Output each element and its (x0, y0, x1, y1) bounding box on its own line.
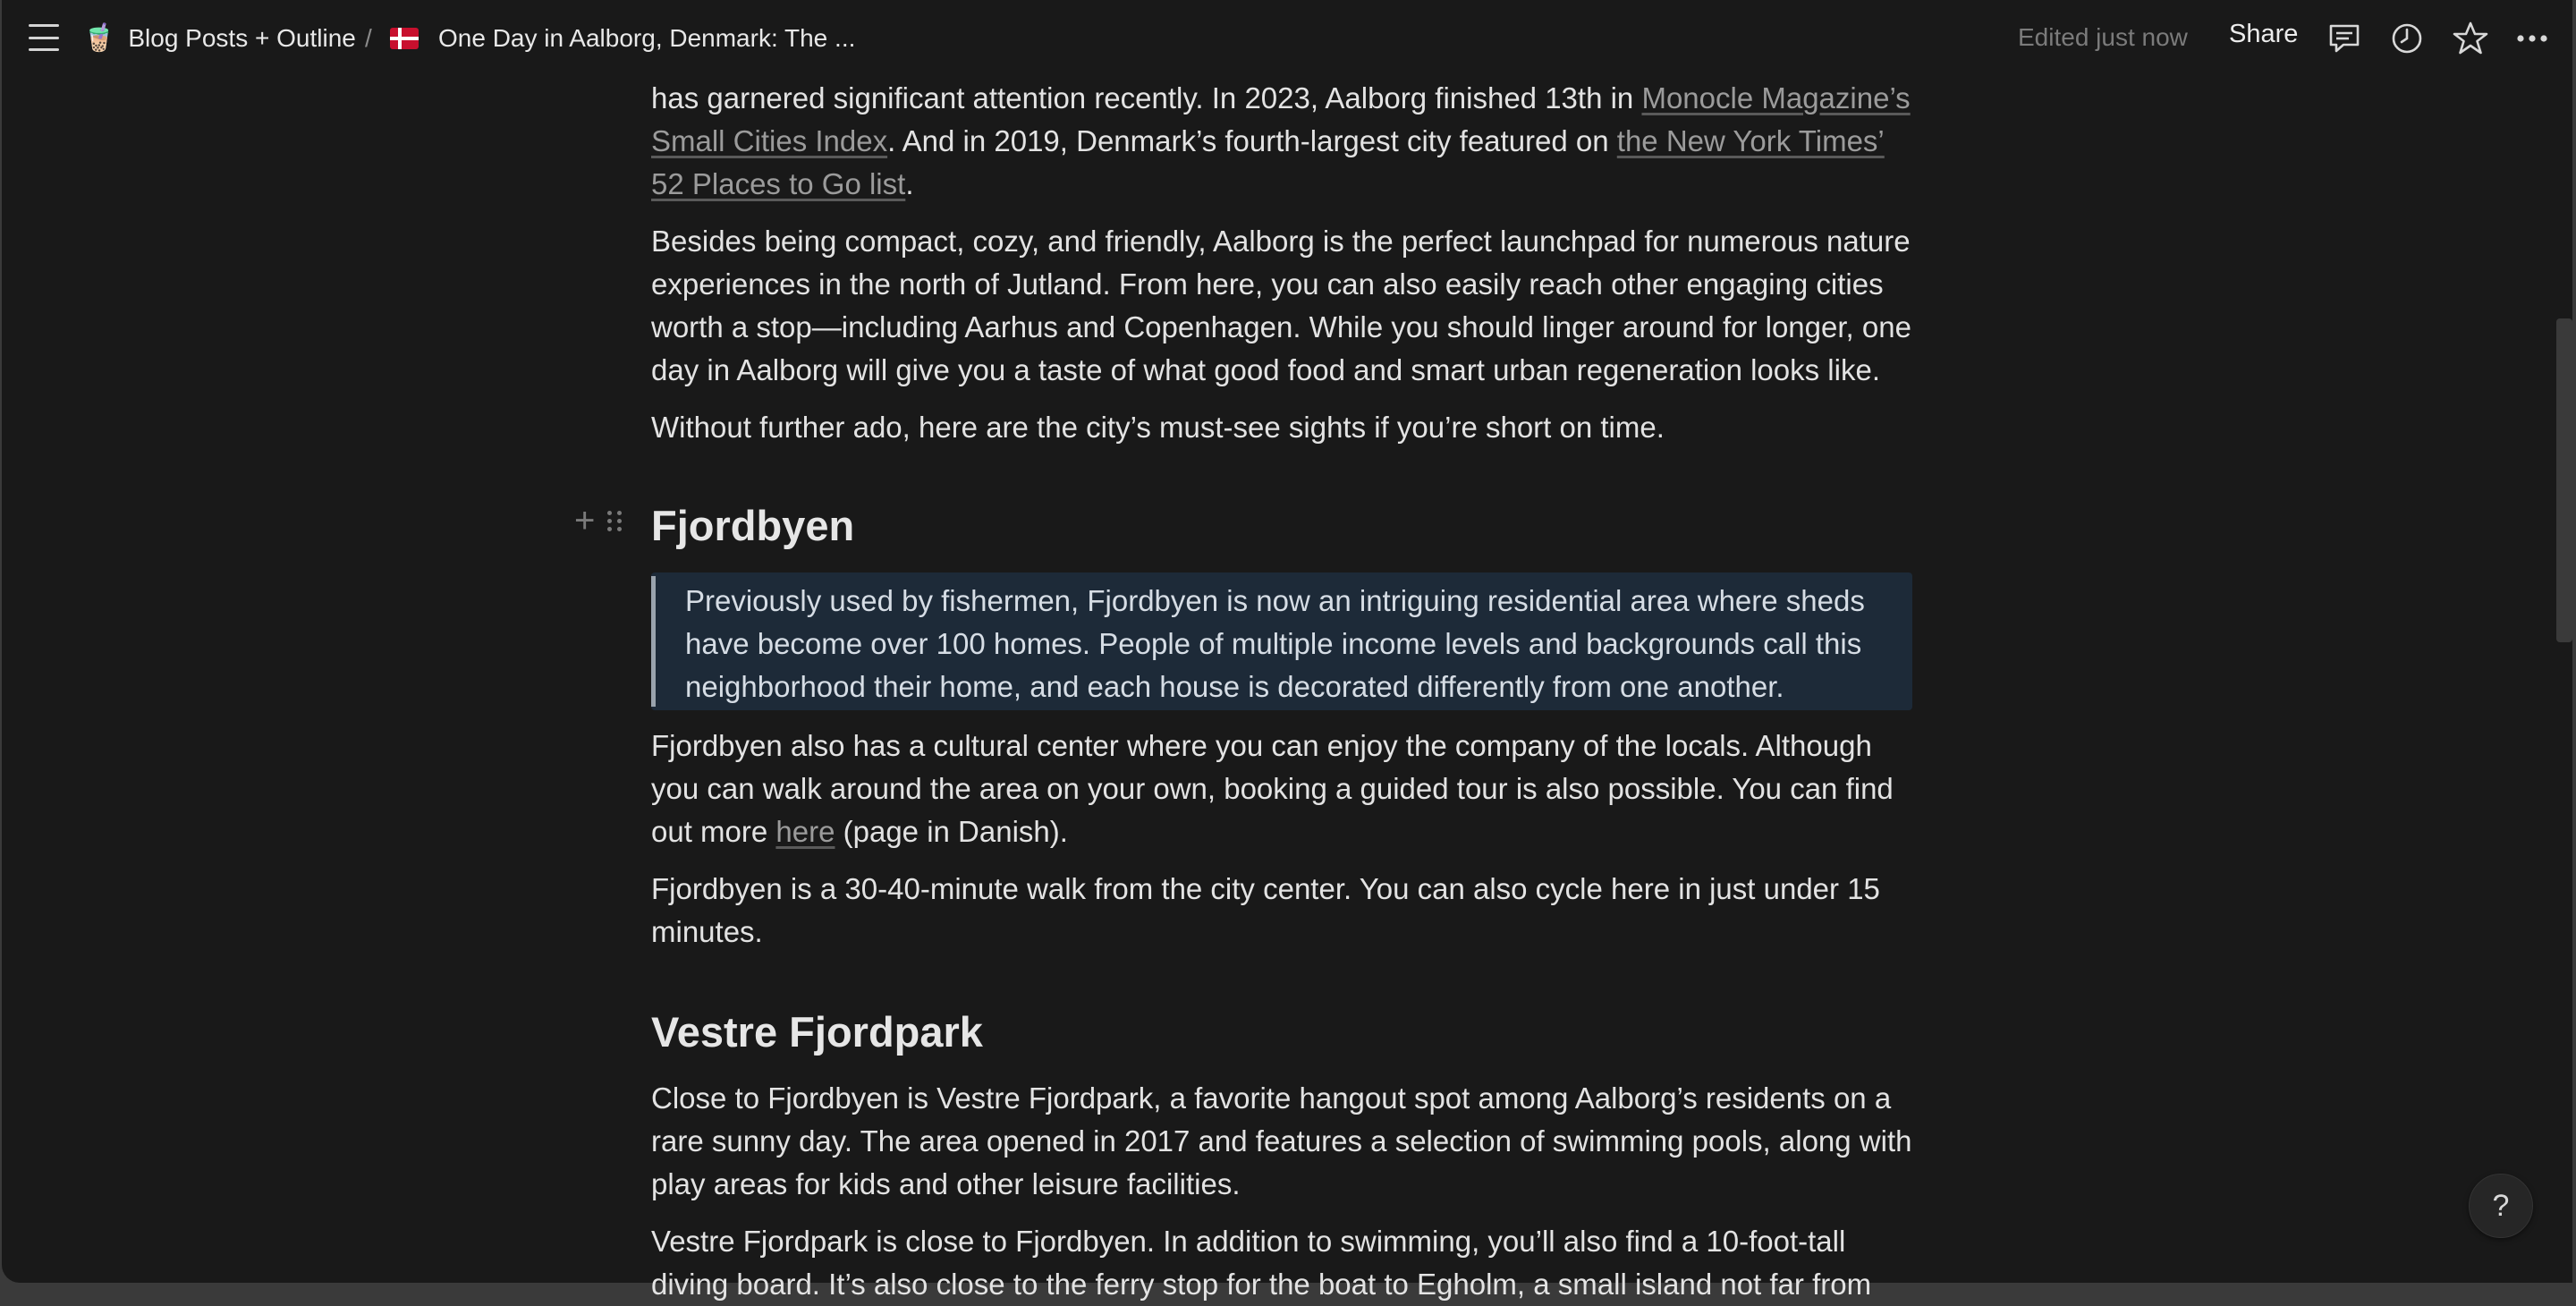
scrollbar-thumb[interactable] (2556, 318, 2572, 642)
more-options-icon[interactable] (2513, 20, 2551, 57)
sidebar-menu-icon[interactable] (29, 24, 59, 51)
intro-paragraph-3: Without further ado, here are the city’s must-see sights if you’re short on time. (651, 411, 1665, 444)
section-heading-fjordbyen: Fjordbyen (651, 502, 855, 549)
comments-icon[interactable] (2326, 20, 2363, 57)
edited-status: Edited just now (2018, 23, 2188, 51)
fjordbyen-paragraph-1 (651, 725, 1916, 853)
vestre-paragraph-1: Close to Fjordbyen is Vestre Fjordpark, a favorite hangout spot among Aalborg’s residents on a rare sunny day. The area opened in 2017 and features a selection of swimming pools, along with play areas for kids and other leisure facilities. (651, 1081, 1912, 1200)
breadcrumb-parent[interactable] (82, 20, 356, 57)
denmark-flag-icon (390, 28, 419, 49)
add-block-plus-icon[interactable]: + (574, 501, 596, 540)
intro-text-1: has garnered significant attention recently. In 2023, Aalborg finished 13th in (651, 81, 1642, 114)
breadcrumb-separator: / (365, 24, 372, 52)
breadcrumb-parent-label: Blog Posts + Outline (128, 24, 356, 52)
help-button[interactable]: ? (2469, 1174, 2533, 1238)
breadcrumb-current-label: One Day in Aalborg, Denmark: The ... (438, 24, 856, 52)
favorite-star-icon[interactable] (2452, 20, 2489, 57)
share-button[interactable]: Share (2229, 20, 2299, 48)
here-link[interactable]: here (775, 815, 835, 848)
scrollbar-track[interactable] (2553, 77, 2572, 1283)
quote-block (651, 572, 1912, 710)
monocle-link[interactable]: Monocle Magazine’s Small Cities Index (651, 81, 1911, 157)
section-heading-vestre-fjordpark: Vestre Fjordpark (651, 1008, 983, 1056)
fjordbyen-text-1: Fjordbyen also has a cultural center where you can enjoy the company of the locals. Although you can walk around the area on your own, booking a guided tour is also possible. You can find out more (651, 729, 1894, 848)
vestre-paragraph-2: Vestre Fjordpark is close to Fjordbyen. In addition to swimming, you’ll also find a 10-foot-tall diving board. It’s also close to the ferry stop for the boat to Egholm, a small island not far from (651, 1225, 1872, 1301)
top-bar (2, 0, 2572, 77)
intro-paragraph-2: Besides being compact, cozy, and friendly, Aalborg is the perfect launchpad for numerous nature experiences in the north of Jutland. From here, you can also easily reach other engaging cities worth a stop—including Aarhus and Copenhagen. While you should linger around for longer, one day in Aalborg will give you a taste of what good food and smart urban regeneration looks like. (651, 225, 1911, 386)
drag-handle-icon[interactable] (607, 511, 623, 531)
block-handle (574, 503, 623, 539)
intro-text-2: . And in 2019, Denmark’s fourth-largest city featured on (887, 124, 1617, 157)
intro-text-3: . (905, 167, 914, 200)
quote-bar (651, 576, 656, 707)
history-icon[interactable] (2388, 20, 2426, 57)
quote-text: Previously used by fishermen, Fjordbyen is now an intriguing residential area where sheds have become over 100 homes. People of multiple income levels and backgrounds call this neighborhood their home, and each house is decorated differently from one another. (685, 584, 1865, 703)
intro-paragraph-1 (651, 77, 1916, 206)
breadcrumb-current[interactable] (390, 20, 855, 57)
nyt-link[interactable]: the New York Times’ 52 Places to Go list (651, 124, 1885, 200)
fjordbyen-paragraph-2: Fjordbyen is a 30-40-minute walk from the city center. You can also cycle here in just under 15 minutes. (651, 872, 1880, 948)
app-window (2, 0, 2572, 1301)
fjordbyen-text-2: (page in Danish). (835, 815, 1068, 848)
bubble-tea-icon: 🧋 (82, 23, 116, 53)
